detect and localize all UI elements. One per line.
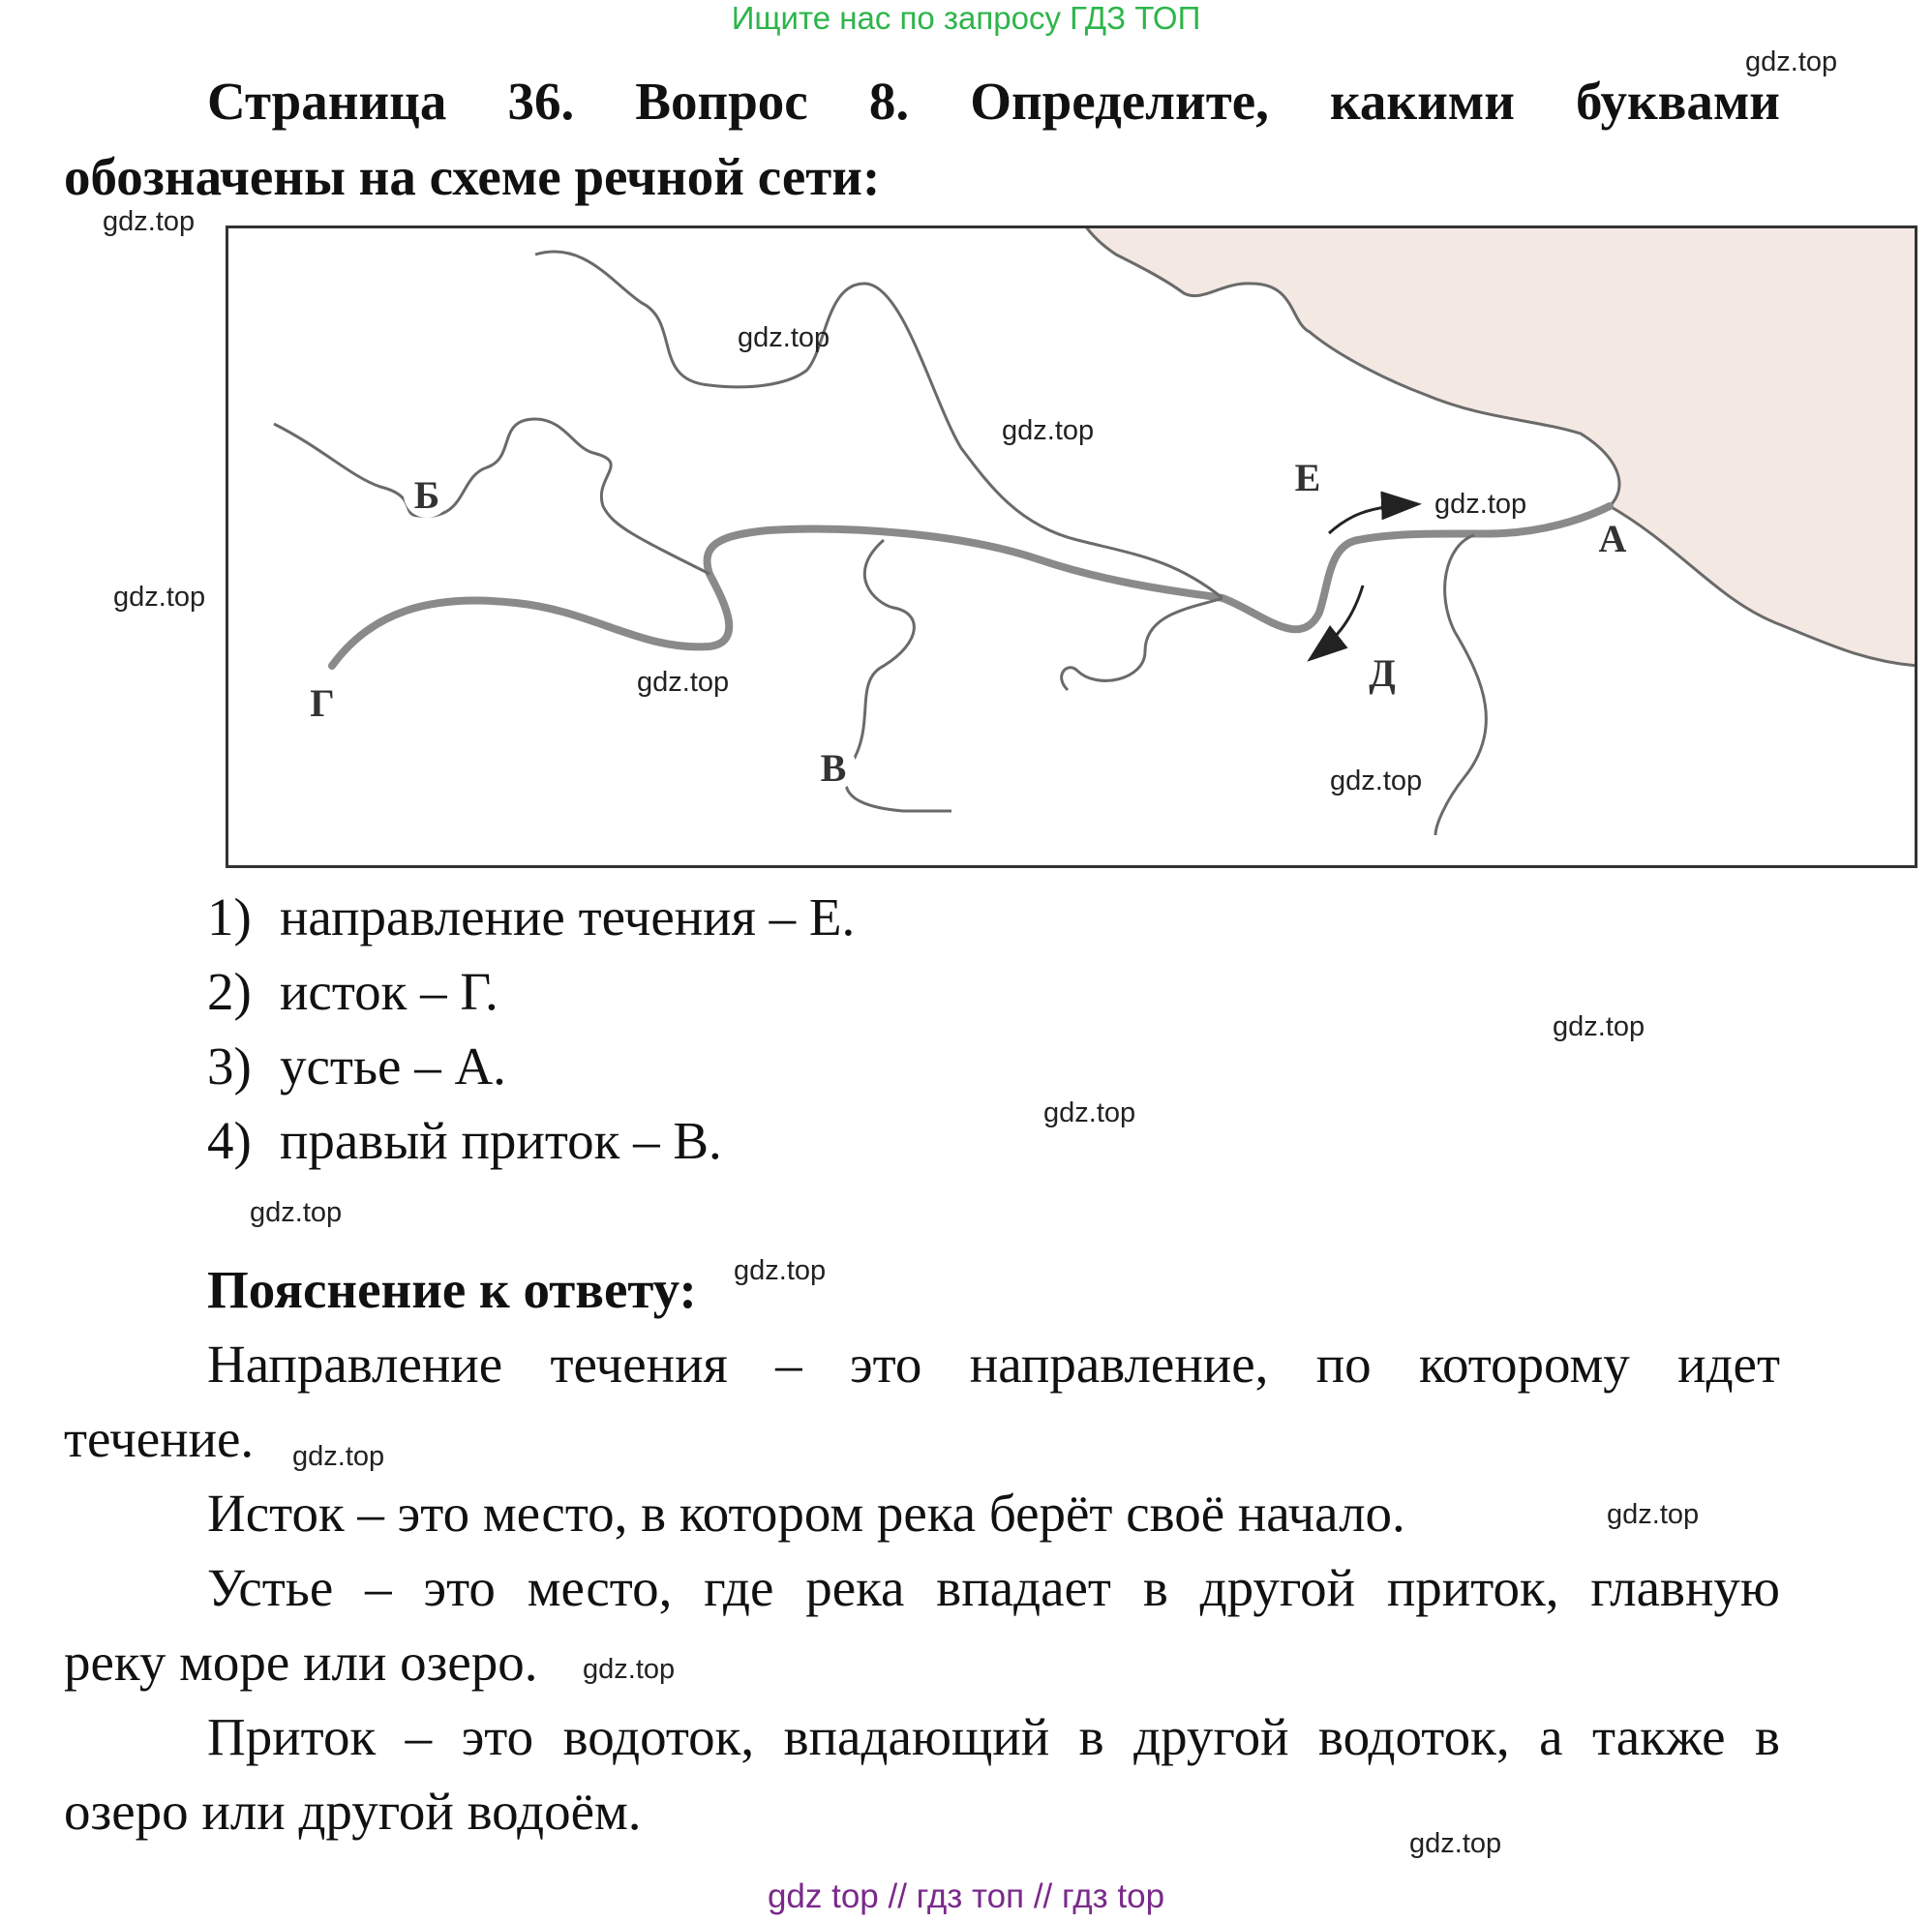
answer-number: 4) xyxy=(207,1111,252,1170)
paragraph-tributary-line-2: озеро или другой водоём. xyxy=(64,1782,642,1841)
question-line-1: Страница 36. Вопрос 8. Определите, какими буквами xyxy=(207,72,1780,131)
tributaries xyxy=(274,252,1486,835)
explanation-heading: Пояснение к ответу: xyxy=(207,1260,697,1319)
watermark: gdz.top xyxy=(250,1197,343,1228)
svg-text:А: А xyxy=(1598,517,1627,560)
answer-text: исток – Г. xyxy=(280,962,498,1021)
answer-item xyxy=(207,958,498,1026)
answer-item xyxy=(207,884,855,951)
map-label-b xyxy=(404,471,450,518)
map-label-a xyxy=(1589,515,1636,561)
svg-text:Д: Д xyxy=(1369,651,1396,695)
paragraph-flow-line-1: Направление течения – это направление, по которому идет xyxy=(207,1335,1780,1394)
search-banner: Ищите нас по запросу ГДЗ ТОП xyxy=(731,0,1201,36)
watermark: gdz.top xyxy=(583,1654,676,1685)
river-network-map xyxy=(226,225,1917,868)
watermark: gdz.top xyxy=(1330,766,1423,796)
watermark: gdz.top xyxy=(1553,1011,1645,1042)
paragraph-mouth-line-2: реку море или озеро. xyxy=(64,1633,538,1692)
watermark: gdz.top xyxy=(1043,1097,1136,1128)
paragraph-source: Исток – это место, в котором река берёт своё начало. xyxy=(207,1484,1405,1543)
watermark: gdz.top xyxy=(103,206,196,237)
watermark: gdz.top xyxy=(734,1255,827,1286)
watermark: gdz.top xyxy=(637,667,730,698)
map-label-g xyxy=(299,679,346,726)
answer-item xyxy=(207,1107,722,1175)
map-label-e xyxy=(1284,454,1331,500)
watermark: gdz.top xyxy=(1002,415,1095,446)
paragraph-flow-line-2: течение. xyxy=(64,1409,255,1468)
svg-text:Е: Е xyxy=(1294,456,1321,499)
watermark: gdz.top xyxy=(1409,1828,1502,1859)
paragraph-tributary-line-1: Приток – это водоток, впадающий в другой водоток, а также в xyxy=(207,1707,1780,1766)
flow-arrow-reverse xyxy=(1312,586,1363,658)
watermark: gdz.top xyxy=(738,322,830,353)
footer-watermark: gdz top // гдз топ // гдз top xyxy=(767,1877,1165,1915)
answer-number: 1) xyxy=(207,887,252,946)
watermark: gdz.top xyxy=(292,1441,385,1472)
flow-arrow-right xyxy=(1329,504,1416,533)
answer-text: правый приток – В. xyxy=(280,1111,722,1170)
watermark: gdz.top xyxy=(1745,46,1838,77)
svg-text:Б: Б xyxy=(413,473,440,517)
answer-number: 3) xyxy=(207,1036,252,1096)
svg-text:Г: Г xyxy=(310,681,335,725)
svg-text:В: В xyxy=(820,746,847,790)
watermark: gdz.top xyxy=(1434,489,1527,520)
answer-number: 2) xyxy=(207,962,252,1021)
map-label-v xyxy=(810,744,857,791)
map-label-d xyxy=(1359,649,1405,696)
question-line-2: обозначены на схеме речной сети: xyxy=(64,147,881,206)
paragraph-mouth-line-1: Устье – это место, где река впадает в другой приток, главную xyxy=(207,1558,1780,1617)
watermark: gdz.top xyxy=(113,582,206,613)
answer-text: направление течения – Е. xyxy=(280,887,856,946)
main-river xyxy=(332,506,1610,666)
watermark: gdz.top xyxy=(1607,1499,1700,1530)
answer-text: устье – А. xyxy=(280,1036,506,1096)
answer-item xyxy=(207,1033,506,1100)
